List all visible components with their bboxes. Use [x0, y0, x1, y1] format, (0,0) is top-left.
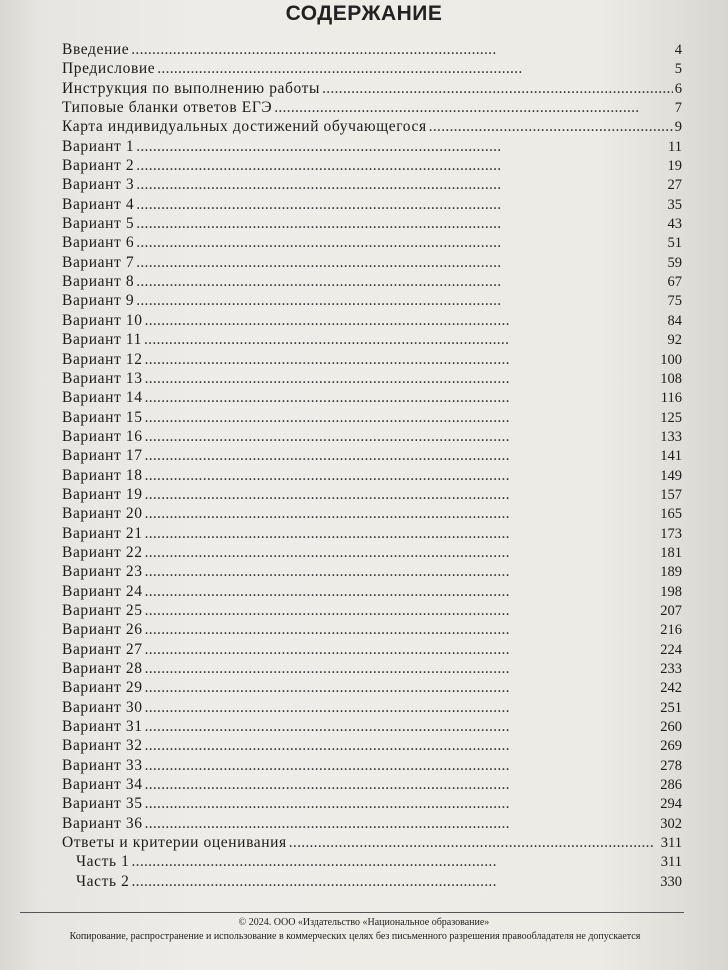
toc-entry [62, 833, 682, 852]
toc-entry-label: Предисловие [62, 60, 156, 78]
toc-leader-dots [145, 678, 659, 697]
toc-entry [62, 117, 682, 136]
toc-entry-label: Вариант 32 [62, 737, 143, 755]
toc-leader-dots [145, 814, 659, 833]
toc-entry-page: 302 [660, 815, 682, 832]
toc-entry-label: Вариант 5 [62, 215, 135, 233]
toc-leader-dots [145, 350, 659, 369]
toc-leader-dots [145, 794, 659, 813]
toc-entry-label: Инструкция по выполнению работы [62, 79, 321, 97]
toc-entry [62, 175, 682, 194]
toc-entry [62, 582, 682, 601]
toc-entry-label: Вариант 22 [62, 543, 143, 561]
page-title: СОДЕРЖАНИЕ [285, 2, 443, 25]
toc-entry-page: 207 [660, 602, 682, 619]
toc-entry [62, 369, 682, 388]
toc-leader-dots [144, 330, 665, 349]
toc-entry [62, 601, 682, 620]
toc-entry-label: Вариант 35 [62, 795, 143, 813]
toc-entry-label: Вариант 14 [62, 389, 143, 407]
toc-entry [62, 775, 682, 794]
toc-entry-page: 269 [660, 738, 682, 755]
toc-leader-dots [145, 388, 659, 407]
toc-entry-label: Часть 1 [76, 853, 130, 871]
toc-entry-page: 67 [667, 274, 682, 291]
toc-entry-label: Вариант 23 [62, 563, 143, 581]
toc-entry-label: Вариант 18 [62, 466, 143, 484]
toc-entry-label: Вариант 24 [62, 582, 143, 600]
toc-entry-page: 11 [668, 138, 682, 155]
toc-entry-page: 9 [674, 119, 682, 136]
toc-leader-dots [136, 156, 665, 175]
toc-entry [62, 736, 682, 755]
toc-entry-label: Ответы и критерии оценивания [62, 834, 287, 852]
toc-leader-dots [145, 582, 659, 601]
toc-entry-label: Вариант 17 [62, 447, 143, 465]
toc-leader-dots [132, 872, 659, 891]
toc-entry-label: Вариант 26 [62, 621, 143, 639]
toc-entry [62, 504, 682, 523]
toc-entry-page: 84 [667, 312, 682, 329]
toc-entry-label: Вариант 4 [62, 195, 135, 213]
toc-entry-page: 189 [660, 564, 682, 581]
toc-entry-page: 173 [660, 525, 682, 542]
toc-entry-label: Вариант 13 [62, 369, 143, 387]
toc-entry-label: Вариант 9 [62, 292, 135, 310]
toc-entry-label: Вариант 8 [62, 273, 135, 291]
toc-entry [62, 408, 682, 427]
toc-entry [62, 233, 682, 252]
toc-entry [62, 272, 682, 291]
toc-entry-label: Вариант 31 [62, 718, 143, 736]
toc-entry-page: 75 [667, 293, 682, 310]
toc-entry [62, 524, 682, 543]
toc-entry-label: Вариант 7 [62, 253, 135, 271]
toc-entry-label: Вариант 28 [62, 660, 143, 677]
toc-entry [62, 756, 682, 775]
toc-entry-page: 92 [667, 332, 682, 349]
toc-entry-page: 216 [660, 622, 682, 639]
toc-entry [62, 156, 682, 175]
toc-entry-page: 233 [660, 661, 682, 677]
toc-entry-page: 311 [660, 854, 682, 871]
toc-entry [62, 814, 682, 833]
toc-entry-page: 157 [660, 486, 682, 503]
toc-entry [62, 59, 682, 78]
toc-entry-label: Вариант 36 [62, 814, 143, 832]
toc-entry-label: Вариант 1 [62, 137, 135, 155]
toc-leader-dots [131, 40, 672, 59]
toc-entry [62, 350, 682, 369]
toc-entry-page: 330 [660, 873, 682, 890]
toc-entry-page: 224 [660, 641, 682, 658]
toc-leader-dots [145, 601, 659, 620]
toc-entry-label: Вариант 21 [62, 524, 143, 542]
table-of-contents [62, 40, 682, 891]
toc-entry-page: 251 [660, 699, 682, 716]
toc-leader-dots [145, 427, 659, 446]
toc-entry-label: Вариант 29 [62, 679, 143, 697]
toc-entry-label: Вариант 34 [62, 776, 143, 794]
toc-entry-page: 27 [667, 177, 682, 194]
toc-entry-page: 278 [660, 757, 682, 774]
toc-entry [62, 98, 682, 117]
toc-entry-label: Вариант 11 [62, 331, 143, 349]
footer-copyright: © 2024. ООО «Издательство «Национальное образование» [238, 917, 490, 928]
toc-leader-dots [136, 253, 665, 272]
footer-divider [20, 912, 684, 913]
toc-entry-label: Вариант 33 [62, 756, 143, 774]
toc-leader-dots [145, 698, 659, 717]
toc-leader-dots [136, 272, 665, 291]
toc-entry [62, 79, 682, 98]
toc-entry [62, 137, 682, 156]
toc-entry-page: 100 [660, 351, 682, 368]
toc-leader-dots [157, 59, 672, 78]
toc-leader-dots [145, 736, 659, 755]
toc-entry [62, 620, 682, 639]
toc-leader-dots [145, 659, 659, 678]
toc-entry [62, 485, 682, 504]
toc-entry-label: Вариант 2 [62, 157, 135, 175]
toc-entry-page: 7 [674, 100, 682, 117]
toc-entry-label: Типовые бланки ответов ЕГЭ [62, 99, 273, 117]
toc-leader-dots [289, 833, 659, 852]
toc-entry-page: 51 [667, 235, 682, 252]
toc-entry [62, 562, 682, 581]
toc-leader-dots [145, 717, 659, 736]
toc-leader-dots [145, 466, 659, 485]
toc-leader-dots [132, 852, 659, 871]
toc-entry-label: Вариант 12 [62, 350, 143, 368]
toc-entry [62, 659, 682, 678]
toc-entry [62, 698, 682, 717]
toc-leader-dots [145, 485, 659, 504]
toc-entry-page: 242 [660, 680, 682, 697]
toc-entry-label: Часть 2 [76, 872, 130, 890]
toc-entry-page: 35 [667, 196, 682, 213]
toc-entry-page: 5 [674, 61, 682, 78]
toc-entry-page: 141 [660, 448, 682, 465]
toc-entry-page: 198 [660, 583, 682, 600]
toc-leader-dots [145, 524, 659, 543]
toc-leader-dots [145, 562, 659, 581]
toc-entry-label: Вариант 6 [62, 234, 135, 252]
toc-entry [62, 195, 682, 214]
toc-entry-page: 149 [660, 467, 682, 484]
toc-entry-page: 165 [660, 506, 682, 523]
toc-leader-dots [145, 543, 659, 562]
toc-entry-label: Введение [62, 41, 130, 58]
toc-entry [62, 794, 682, 813]
toc-entry [62, 388, 682, 407]
toc-entry-label: Карта индивидуальных достижений обучающегося [62, 118, 427, 136]
toc-entry [62, 466, 682, 485]
toc-entry [62, 446, 682, 465]
toc-leader-dots [136, 233, 665, 252]
toc-entry-label: Вариант 16 [62, 427, 143, 445]
toc-leader-dots [145, 775, 659, 794]
toc-leader-dots [145, 446, 659, 465]
toc-leader-dots [274, 98, 673, 117]
toc-entry [62, 330, 682, 349]
toc-entry-page: 116 [660, 390, 682, 407]
toc-entry-page: 43 [667, 216, 682, 233]
toc-entry-label: Вариант 19 [62, 485, 143, 503]
toc-leader-dots [136, 137, 666, 156]
toc-entry-page: 311 [660, 835, 682, 852]
toc-entry-page: 286 [660, 777, 682, 794]
toc-entry [62, 543, 682, 562]
toc-entry-page: 294 [660, 796, 682, 813]
toc-entry-page: 59 [667, 254, 682, 271]
toc-leader-dots [145, 640, 659, 659]
toc-leader-dots [322, 79, 673, 98]
toc-leader-dots [136, 214, 665, 233]
toc-entry [62, 678, 682, 697]
toc-entry [62, 852, 682, 871]
toc-entry-label: Вариант 25 [62, 601, 143, 619]
toc-entry [62, 214, 682, 233]
toc-leader-dots [145, 311, 666, 330]
toc-entry-label: Вариант 30 [62, 698, 143, 716]
toc-entry [62, 291, 682, 310]
toc-entry-page: 133 [660, 428, 682, 445]
toc-entry [62, 640, 682, 659]
toc-entry [62, 311, 682, 330]
toc-entry-page: 19 [667, 158, 682, 175]
toc-entry-page: 108 [660, 370, 682, 387]
toc-entry-label: Вариант 15 [62, 408, 143, 426]
toc-leader-dots [145, 504, 659, 523]
toc-entry [62, 872, 682, 891]
toc-entry-page: 125 [660, 409, 682, 426]
toc-leader-dots [136, 175, 665, 194]
toc-leader-dots [429, 117, 673, 136]
toc-entry-page: 6 [674, 80, 682, 97]
toc-entry-page: 260 [660, 719, 682, 736]
toc-entry [62, 40, 682, 59]
toc-leader-dots [145, 369, 659, 388]
toc-leader-dots [145, 408, 659, 427]
toc-entry-page: 4 [674, 42, 682, 58]
toc-leader-dots [145, 756, 659, 775]
toc-leader-dots [145, 620, 659, 639]
toc-entry-label: Вариант 27 [62, 640, 143, 658]
toc-entry-label: Вариант 3 [62, 176, 135, 194]
toc-entry [62, 427, 682, 446]
toc-entry-label: Вариант 20 [62, 505, 143, 523]
toc-entry [62, 717, 682, 736]
toc-entry [62, 253, 682, 272]
footer-notice: Копирование, распространение и использование в коммерческих целях без письменного разрешения правообладателя не допускается [69, 931, 641, 942]
toc-leader-dots [136, 291, 665, 310]
toc-leader-dots [136, 195, 665, 214]
toc-entry-label: Вариант 10 [62, 311, 143, 329]
toc-entry-page: 181 [660, 544, 682, 561]
